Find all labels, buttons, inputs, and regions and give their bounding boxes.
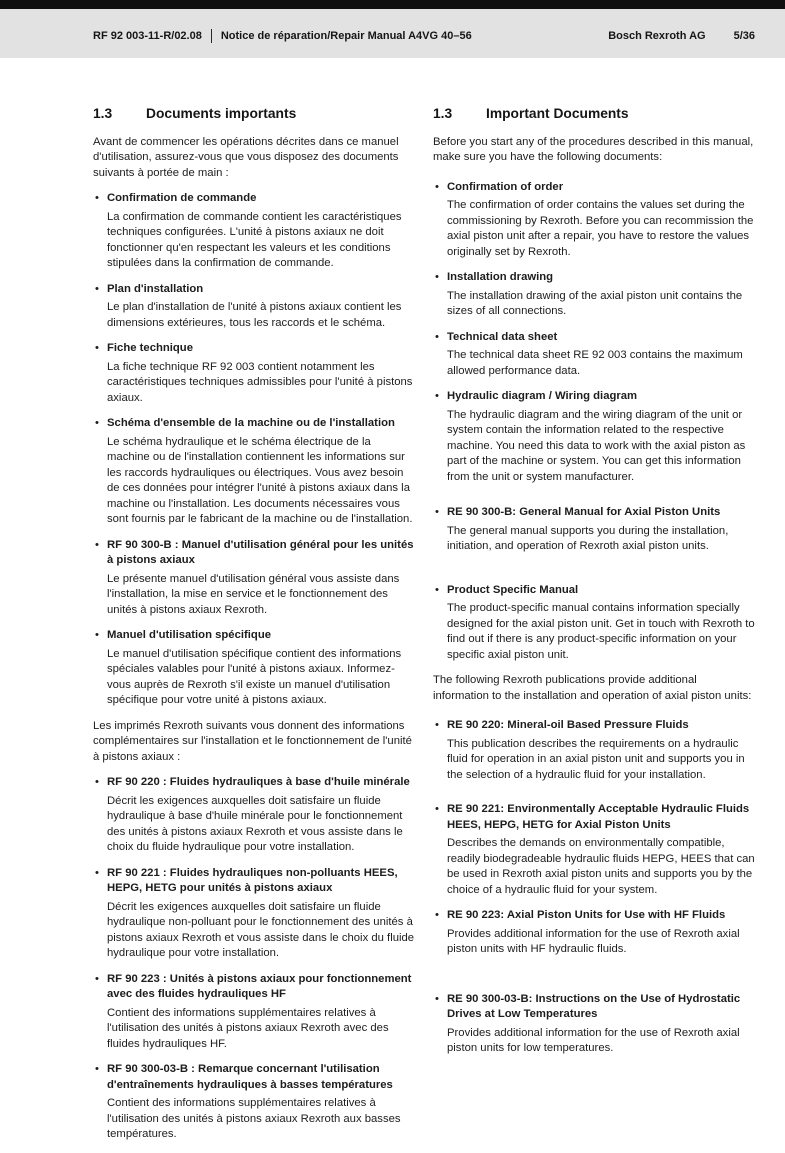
section-title: Documents importants [146,106,297,121]
bullet-text: Le manuel d'utilisation spécifique contient des informations spéciales valables pour l'unité à pistons axiaux. Informez-vous auprès de Rexroth s'il existe un manuel d'utilisation spécifique pour votre unité à pistons axiaux. [107,647,402,706]
header-right-group [608,30,755,42]
top-black-bar [0,0,785,9]
bullet-text: The installation drawing of the axial piston unit contains the sizes of all connections. [447,289,743,317]
bullet-item [433,330,755,384]
bullet-icon: • [95,972,99,985]
page-content [0,58,785,1153]
bullet-title: Manuel d'utilisation spécifique [107,629,271,641]
bullet-title: Schéma d'ensemble de la machine ou de l'installation [107,417,395,429]
bullet-text: La confirmation de commande contient les caractéristiques techniques configurées. L'unité à pistons axiaux ne doit fonctionner qu'en respectant les valeurs et les conditions stipulées dans la confirmation de commande. [107,210,402,269]
bullet-icon: • [435,583,439,596]
bullet-icon: • [435,992,439,1005]
bullet-text: The confirmation of order contains the values set during the commissioning by Rexroth. Before you can recommission the axial piston unit after a repair, you have to restore the values originally set by Rexroth. [447,199,754,258]
bullet-body [447,505,755,559]
bullet-item [433,180,755,265]
bullet-body [447,330,755,384]
paragraph: Before you start any of the procedures described in this manual, make sure you have the following documents: [433,135,754,163]
bullet-body [107,866,415,966]
bullet-text: Le présente manuel d'utilisation général vous assiste dans l'installation, la mise en service et le fonctionnement des unités à pistons axiaux Rexroth. [107,572,400,616]
bullet-icon: • [435,909,439,921]
bullet-title: RF 90 300-B : Manuel d'utilisation général pour les unités à pistons axiaux [107,538,414,566]
bullet-text: Décrit les exigences auxquelles doit satisfaire un fluide hydraulique non-polluant pour le fonctionnement des unités à pistons axiaux Rexroth et vous assiste dans le choix du fluide hydraulique pour votre installation. [107,900,415,959]
paragraph: The following Rexroth publications provide additional information to the installation and operation of axial piston units: [433,674,752,702]
section-title: Important Documents [486,106,629,121]
bullet-title: Technical data sheet [447,330,558,343]
company-name: Bosch Rexroth AG [608,29,706,42]
bullet-body [107,282,415,336]
doc-title: Notice de réparation/Repair Manual A4VG 40–56 [220,29,472,42]
bullet-body [107,538,415,623]
bullet-body [107,972,415,1057]
bullet-text: Décrit les exigences auxquelles doit satisfaire un fluide hydraulique à base d'huile minérale pour le fonctionnement des unités à pistons axiaux Rexroth et vous assiste dans le choix du fluide hydraulique pour votre installation. [107,794,403,853]
bullet-icon: • [435,271,439,283]
bullet-text: La fiche technique RF 92 003 contient notamment les caractéristiques techniques admissibles pour l'unité à pistons axiaux. [107,360,413,404]
bullet-item [93,628,415,713]
blocks-english [433,135,755,1061]
bullet-icon: • [435,803,439,815]
bullet-title: RE 90 223: Axial Piston Units for Use with HF Fluids [447,909,726,921]
paragraph: Avant de commencer les opérations décrites dans ce manuel d'utilisation, assurez-vous que vous disposez des documents suivants à portée de main : [93,135,399,179]
bullet-title: RF 90 220 : Fluides hydrauliques à base d'huile minérale [107,776,410,788]
header-left-group [93,29,472,43]
bullet-title: Product Specific Manual [447,583,579,596]
bullet-item [93,538,415,623]
bullet-icon: • [95,1063,99,1075]
bullet-text: Contient des informations supplémentaires relatives à l'utilisation des unités à pistons axiaux Rexroth avec des fluides hydrauliques HF. [107,1006,389,1050]
bullet-item [433,718,755,787]
bullet-item [433,389,755,489]
bullet-icon: • [95,282,99,295]
bullet-icon: • [435,390,439,402]
column-english [433,106,755,1153]
bullet-body [447,718,755,787]
bullet-body [447,802,755,902]
bullet-icon: • [95,776,99,788]
bullet-title: RE 90 300-B: General Manual for Axial Piston Units [447,506,721,518]
bullet-body [447,908,755,962]
bullet-title: Installation drawing [447,271,554,283]
bullet-title: RE 90 221: Environmentally Acceptable Hydraulic Fluids HEES, HEPG, HETG for Axial Piston Units [447,803,750,831]
bullet-icon: • [95,629,99,641]
bullet-body [447,270,755,324]
bullet-body [107,775,415,860]
bullet-title: Plan d'installation [107,282,204,295]
bullet-icon: • [435,180,439,193]
bullet-icon: • [435,506,439,518]
bullet-item [433,802,755,902]
section-heading-english [433,106,755,122]
bullet-icon: • [435,330,439,343]
bullet-body [107,628,415,713]
bullet-text: The product-specific manual contains information specially designed for the axial piston unit. Get in touch with Rexroth to find out if there is any product-specific information on your specific axial piston unit. [447,602,755,661]
bullet-item [433,992,755,1061]
header-divider [211,29,212,43]
section-number: 1.3 [433,106,453,121]
page-header [0,9,785,58]
doc-reference: RF 92 003-11-R/02.08 [93,29,202,42]
paragraph: Les imprimés Rexroth suivants vous donnent des informations complémentaires sur l'installation et le fonctionnement de l'unité à pistons axiaux : [93,719,412,763]
bullet-text: Contient des informations supplémentaires relatives à l'utilisation des unités à pistons axiaux Rexroth aux basses températures. [107,1097,401,1140]
bullet-text: The hydraulic diagram and the wiring diagram of the unit or system contain the information related to the respective machine. You need this data to work with the axial piston as part of the machine or system. You can get this information from the unit or system manufacturer. [447,408,746,483]
bullet-title: RF 90 300-03-B : Remarque concernant l'utilisation d'entraînements hydrauliques à basses températures [107,1063,393,1091]
bullet-title: Confirmation de commande [107,192,257,204]
bullet-item [93,191,415,276]
bullet-icon: • [435,719,439,731]
bullet-body [447,389,755,489]
bullet-text: The general manual supports you during the installation, initiation, and operation of Rexroth axial piston units. [447,524,729,552]
bullet-item [93,416,415,532]
page-number: 5/36 [733,29,755,42]
bullet-body [107,416,415,532]
bullet-item [433,583,755,668]
bullet-title: Hydraulic diagram / Wiring diagram [447,390,638,402]
section-number: 1.3 [93,106,113,121]
bullet-title: Confirmation of order [447,180,564,193]
section-heading-french [93,106,415,122]
bullet-item [433,270,755,324]
bullet-icon: • [95,192,99,204]
bullet-title: RF 90 223 : Unités à pistons axiaux pour fonctionnement avec des fluides hydrauliques HF [107,972,412,1000]
bullet-item [433,505,755,559]
bullet-body [447,992,755,1061]
bullet-text: This publication describes the requirements on a hydraulic fluid for operation in an axial piston unit and supports you in the selection of a hydraulic fluid for your installation. [447,737,745,781]
bullet-text: The technical data sheet RE 92 003 contains the maximum allowed performance data. [447,349,743,377]
bullet-text: Describes the demands on environmentally compatible, readily biodegradeable hydraulic fluids HEPG, HEES that can be used in Rexroth axial piston units and supports you by the choice of a hydraulic fluid for your system. [447,837,755,896]
bullet-icon: • [95,866,99,879]
bullet-icon: • [95,538,99,551]
bullet-title: RE 90 220: Mineral-oil Based Pressure Fluids [447,719,689,731]
bullet-item [93,866,415,966]
bullet-item [93,341,415,410]
bullet-text: Le schéma hydraulique et le schéma électrique de la machine ou de l'installation contiennent les informations sur les raccords hydrauliques ou électriques. Vous avez besoin de ces données pour intégrer l'unité à pistons axiaux dans la machine ou l'installation. Les documents nécessaires vous sont fournis par le fabricant de la machine ou de l'installation. [107,435,413,525]
bullet-text: Provides additional information for the use of Rexroth axial piston units with HF hydraulic fluids. [447,927,740,955]
bullet-text: Le plan d'installation de l'unité à pistons axiaux contient les dimensions extérieures, tous les raccords et le schéma. [107,301,402,329]
bullet-body [107,341,415,410]
column-french [93,106,415,1153]
bullet-title: RE 90 300-03-B: Instructions on the Use of Hydrostatic Drives at Low Temperatures [447,992,741,1020]
bullet-title: RF 90 221 : Fluides hydrauliques non-polluants HEES, HEPG, HETG pour unités à pistons axiaux [107,866,398,894]
blocks-french [93,135,415,1147]
bullet-body [447,180,755,265]
bullet-item [93,1062,415,1147]
bullet-item [93,972,415,1057]
bullet-item [93,775,415,860]
bullet-title: Fiche technique [107,342,193,354]
bullet-item [433,908,755,962]
bullet-text: Provides additional information for the use of Rexroth axial piston units for low temperatures. [447,1026,740,1054]
bullet-icon: • [95,417,99,429]
bullet-body [447,583,755,668]
bullet-body [107,1062,415,1147]
bullet-body [107,191,415,276]
bullet-item [93,282,415,336]
bullet-icon: • [95,342,99,354]
